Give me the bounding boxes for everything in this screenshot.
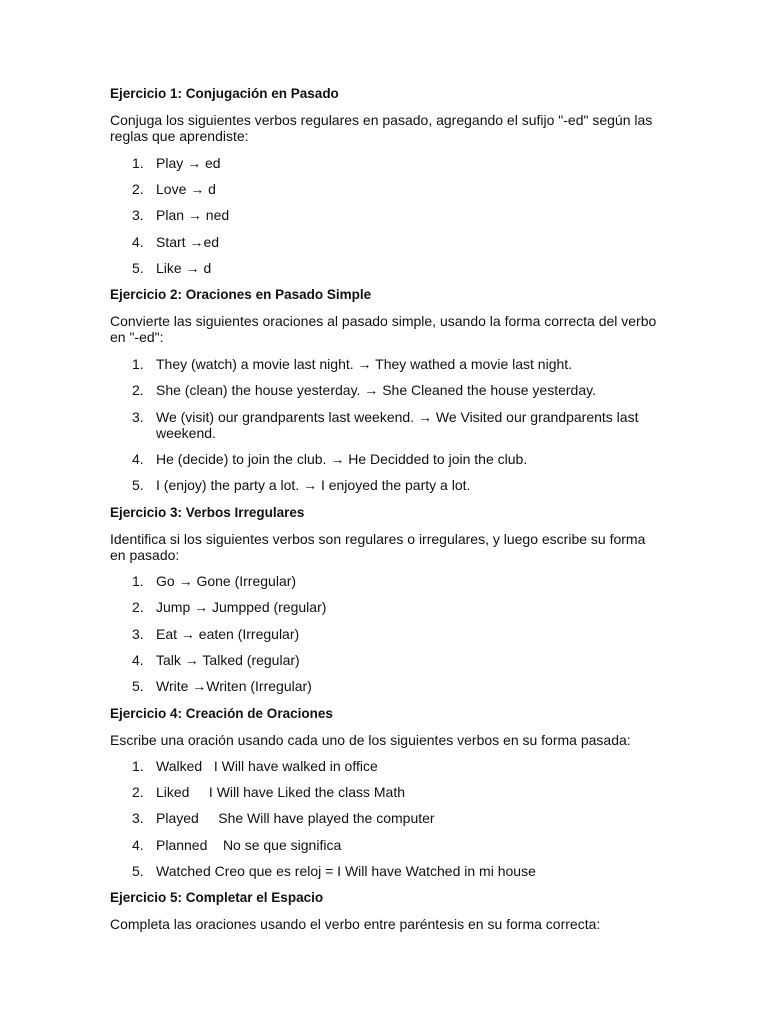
item-number: 5. [132, 678, 144, 694]
item-number: 4. [132, 652, 144, 668]
item-text: Start →ed [156, 234, 220, 250]
section-2-title: Ejercicio 2: Oraciones en Pasado Simple [110, 287, 372, 302]
item-text: Eat → eaten (Irregular) [156, 626, 300, 642]
section-5-instructions: Completa las oraciones usando el verbo entre paréntesis en su forma correcta: [110, 916, 601, 932]
item-text: We (visit) our grandparents last weekend. → We Visited our grandparents last weekend. [156, 409, 639, 441]
item-text: Go → Gone (Irregular) [156, 573, 297, 589]
section-2-instructions: Convierte las siguientes oraciones al pasado simple, usando la forma correcta del verbo en "-ed": [110, 313, 657, 345]
item-text: Love → d [156, 181, 216, 197]
item-number: 1. [132, 356, 144, 372]
item-number: 1. [132, 758, 144, 774]
item-number: 1. [132, 155, 144, 171]
section-3-instructions: Identifica si los siguientes verbos son regulares o irregulares, y luego escribe su forma en pasado: [110, 531, 646, 563]
item-text: Planned No se que significa [156, 837, 342, 853]
item-text: Talk → Talked (regular) [156, 652, 300, 668]
item-number: 5. [132, 477, 144, 493]
item-number: 3. [132, 409, 144, 425]
item-text: Write →Writen (Irregular) [156, 678, 312, 694]
item-text: Liked I Will have Liked the class Math [156, 784, 405, 800]
item-text: They (watch) a movie last night. → They wathed a movie last night. [156, 356, 573, 372]
section-1-title: Ejercicio 1: Conjugación en Pasado [110, 86, 339, 101]
item-text: Played She Will have played the computer [156, 810, 435, 826]
item-text: I (enjoy) the party a lot. → I enjoyed the party a lot. [156, 477, 471, 493]
item-number: 3. [132, 207, 144, 223]
item-text: Plan → ned [156, 207, 230, 223]
item-number: 3. [132, 626, 144, 642]
section-4-instructions: Escribe una oración usando cada uno de los siguientes verbos en su forma pasada: [110, 732, 631, 748]
item-text: He (decide) to join the club. → He Decidded to join the club. [156, 451, 528, 467]
item-text: Play → ed [156, 155, 221, 171]
item-number: 2. [132, 382, 144, 398]
item-number: 2. [132, 599, 144, 615]
item-number: 2. [132, 181, 144, 197]
section-4-title: Ejercicio 4: Creación de Oraciones [110, 706, 333, 721]
item-text: Walked I Will have walked in office [156, 758, 378, 774]
section-3-title: Ejercicio 3: Verbos Irregulares [110, 505, 305, 520]
section-5-title: Ejercicio 5: Completar el Espacio [110, 890, 324, 905]
item-text: She (clean) the house yesterday. → She Cleaned the house yesterday. [156, 382, 596, 398]
item-number: 4. [132, 837, 144, 853]
item-number: 4. [132, 234, 144, 250]
item-number: 5. [132, 863, 144, 879]
item-number: 5. [132, 260, 144, 276]
item-text: Jump → Jumpped (regular) [156, 599, 327, 615]
item-text: Watched Creo que es reloj = I Will have Watched in mi house [156, 863, 536, 879]
item-text: Like → d [156, 260, 212, 276]
item-number: 4. [132, 451, 144, 467]
item-number: 1. [132, 573, 144, 589]
item-number: 2. [132, 784, 144, 800]
section-1-instructions: Conjuga los siguientes verbos regulares en pasado, agregando el sufijo "-ed" según las reglas que aprendiste: [110, 112, 653, 144]
item-number: 3. [132, 810, 144, 826]
